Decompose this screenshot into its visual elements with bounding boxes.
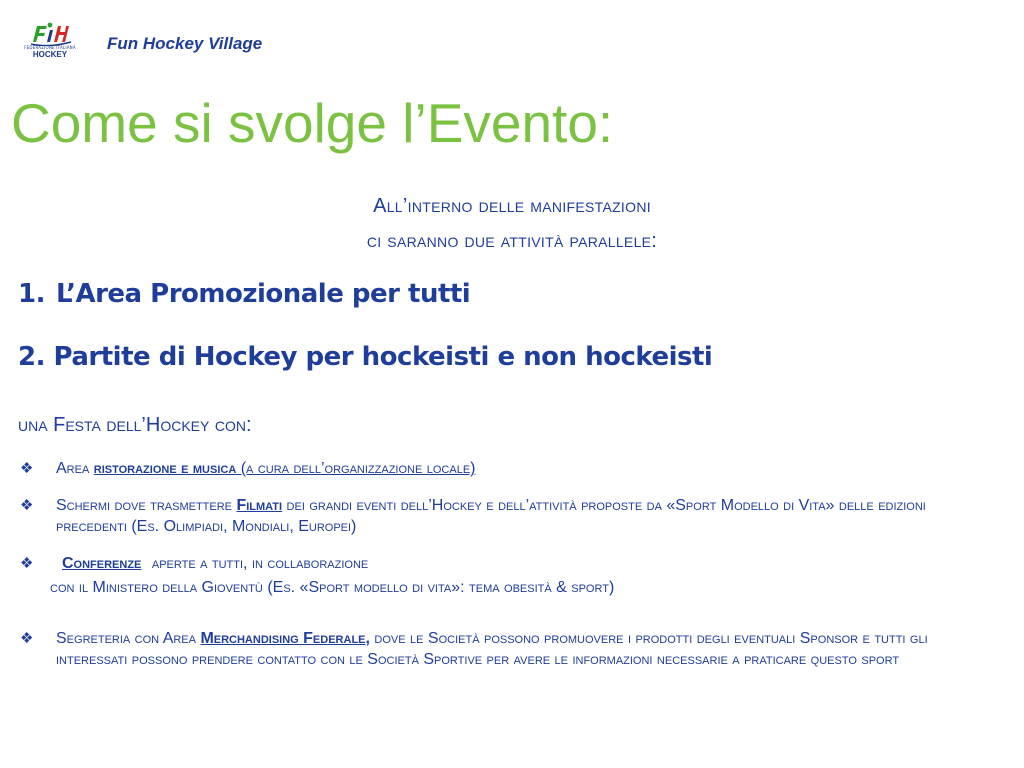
bullet-diamond-icon: ❖ — [20, 555, 34, 572]
bullet-2-link[interactable]: Filmati — [236, 497, 283, 514]
bullet-2-pre: Schermi dove trasmettere — [56, 497, 237, 514]
brand-title: Fun Hockey Village — [107, 34, 263, 53]
bullet-conferenze-line2: con il Ministero della Gioventù (Es. «Sport modello di vita»: tema obesità & sport) — [50, 579, 615, 596]
bullet-1-pre: Area — [56, 460, 94, 477]
logo-caption-small: FEDERAZIONE ITALIANA — [24, 45, 76, 50]
bullet-4-post: dove le Società possono promuovere i prodotti degli eventuali Sponsor e tutti gli interessati possono prendere contatto con le Società Sportive per avere le informazioni necessarie a praticare questo sport — [56, 630, 928, 668]
bullet-conferenze — [20, 553, 990, 574]
bullet-3-post: aperte a tutti, in collaborazione — [147, 555, 369, 572]
festa-heading: una Festa dell’Hockey con: — [18, 414, 252, 436]
fih-logo-icon — [27, 20, 73, 46]
bullet-2-post: dei grandi eventi dell’Hockey e dell’attività proposte da «Sport Modello di Vita» delle edizioni precedenti (Es. Olimpiadi, Mondiali, Europei) — [56, 497, 926, 535]
subtitle-line-1: All’interno delle manifestazioni — [373, 195, 651, 217]
bullet-text — [56, 495, 990, 537]
logo-caption: HOCKEY — [32, 50, 68, 59]
page-title: Come si svolge l’Evento: — [11, 92, 614, 154]
bullet-text — [56, 458, 990, 479]
bullet-3-link[interactable]: Conferenze — [62, 555, 142, 572]
bullet-diamond-icon: ❖ — [20, 460, 34, 477]
subtitle-line-2: ci saranno due attività parallele: — [366, 230, 658, 252]
activity-2-label: Partite di Hockey per hockeisti e non hockeisti — [53, 342, 713, 372]
bullet-text — [62, 553, 990, 574]
bullet-segreteria — [20, 628, 990, 670]
activity-2 — [18, 342, 712, 372]
bullet-1-link[interactable]: ristorazione e musica — [93, 460, 237, 477]
bullet-4-link[interactable]: Merchandising Federale, — [200, 630, 370, 647]
bullet-4-pre: Segreteria con Area — [56, 630, 201, 647]
bullet-diamond-icon: ❖ — [20, 630, 34, 647]
activity-2-number: 2. — [18, 342, 45, 372]
bullet-1-post: (a cura dell’organizzazione locale) — [236, 460, 476, 477]
bullet-schermi — [20, 495, 990, 537]
bullet-text — [56, 628, 990, 670]
bullet-diamond-icon: ❖ — [20, 497, 34, 514]
activity-1 — [18, 279, 470, 309]
activity-1-number: 1. — [18, 279, 45, 309]
activity-1-label: L’Area Promozionale per tutti — [56, 279, 471, 309]
bullet-ristorazione — [20, 458, 990, 479]
